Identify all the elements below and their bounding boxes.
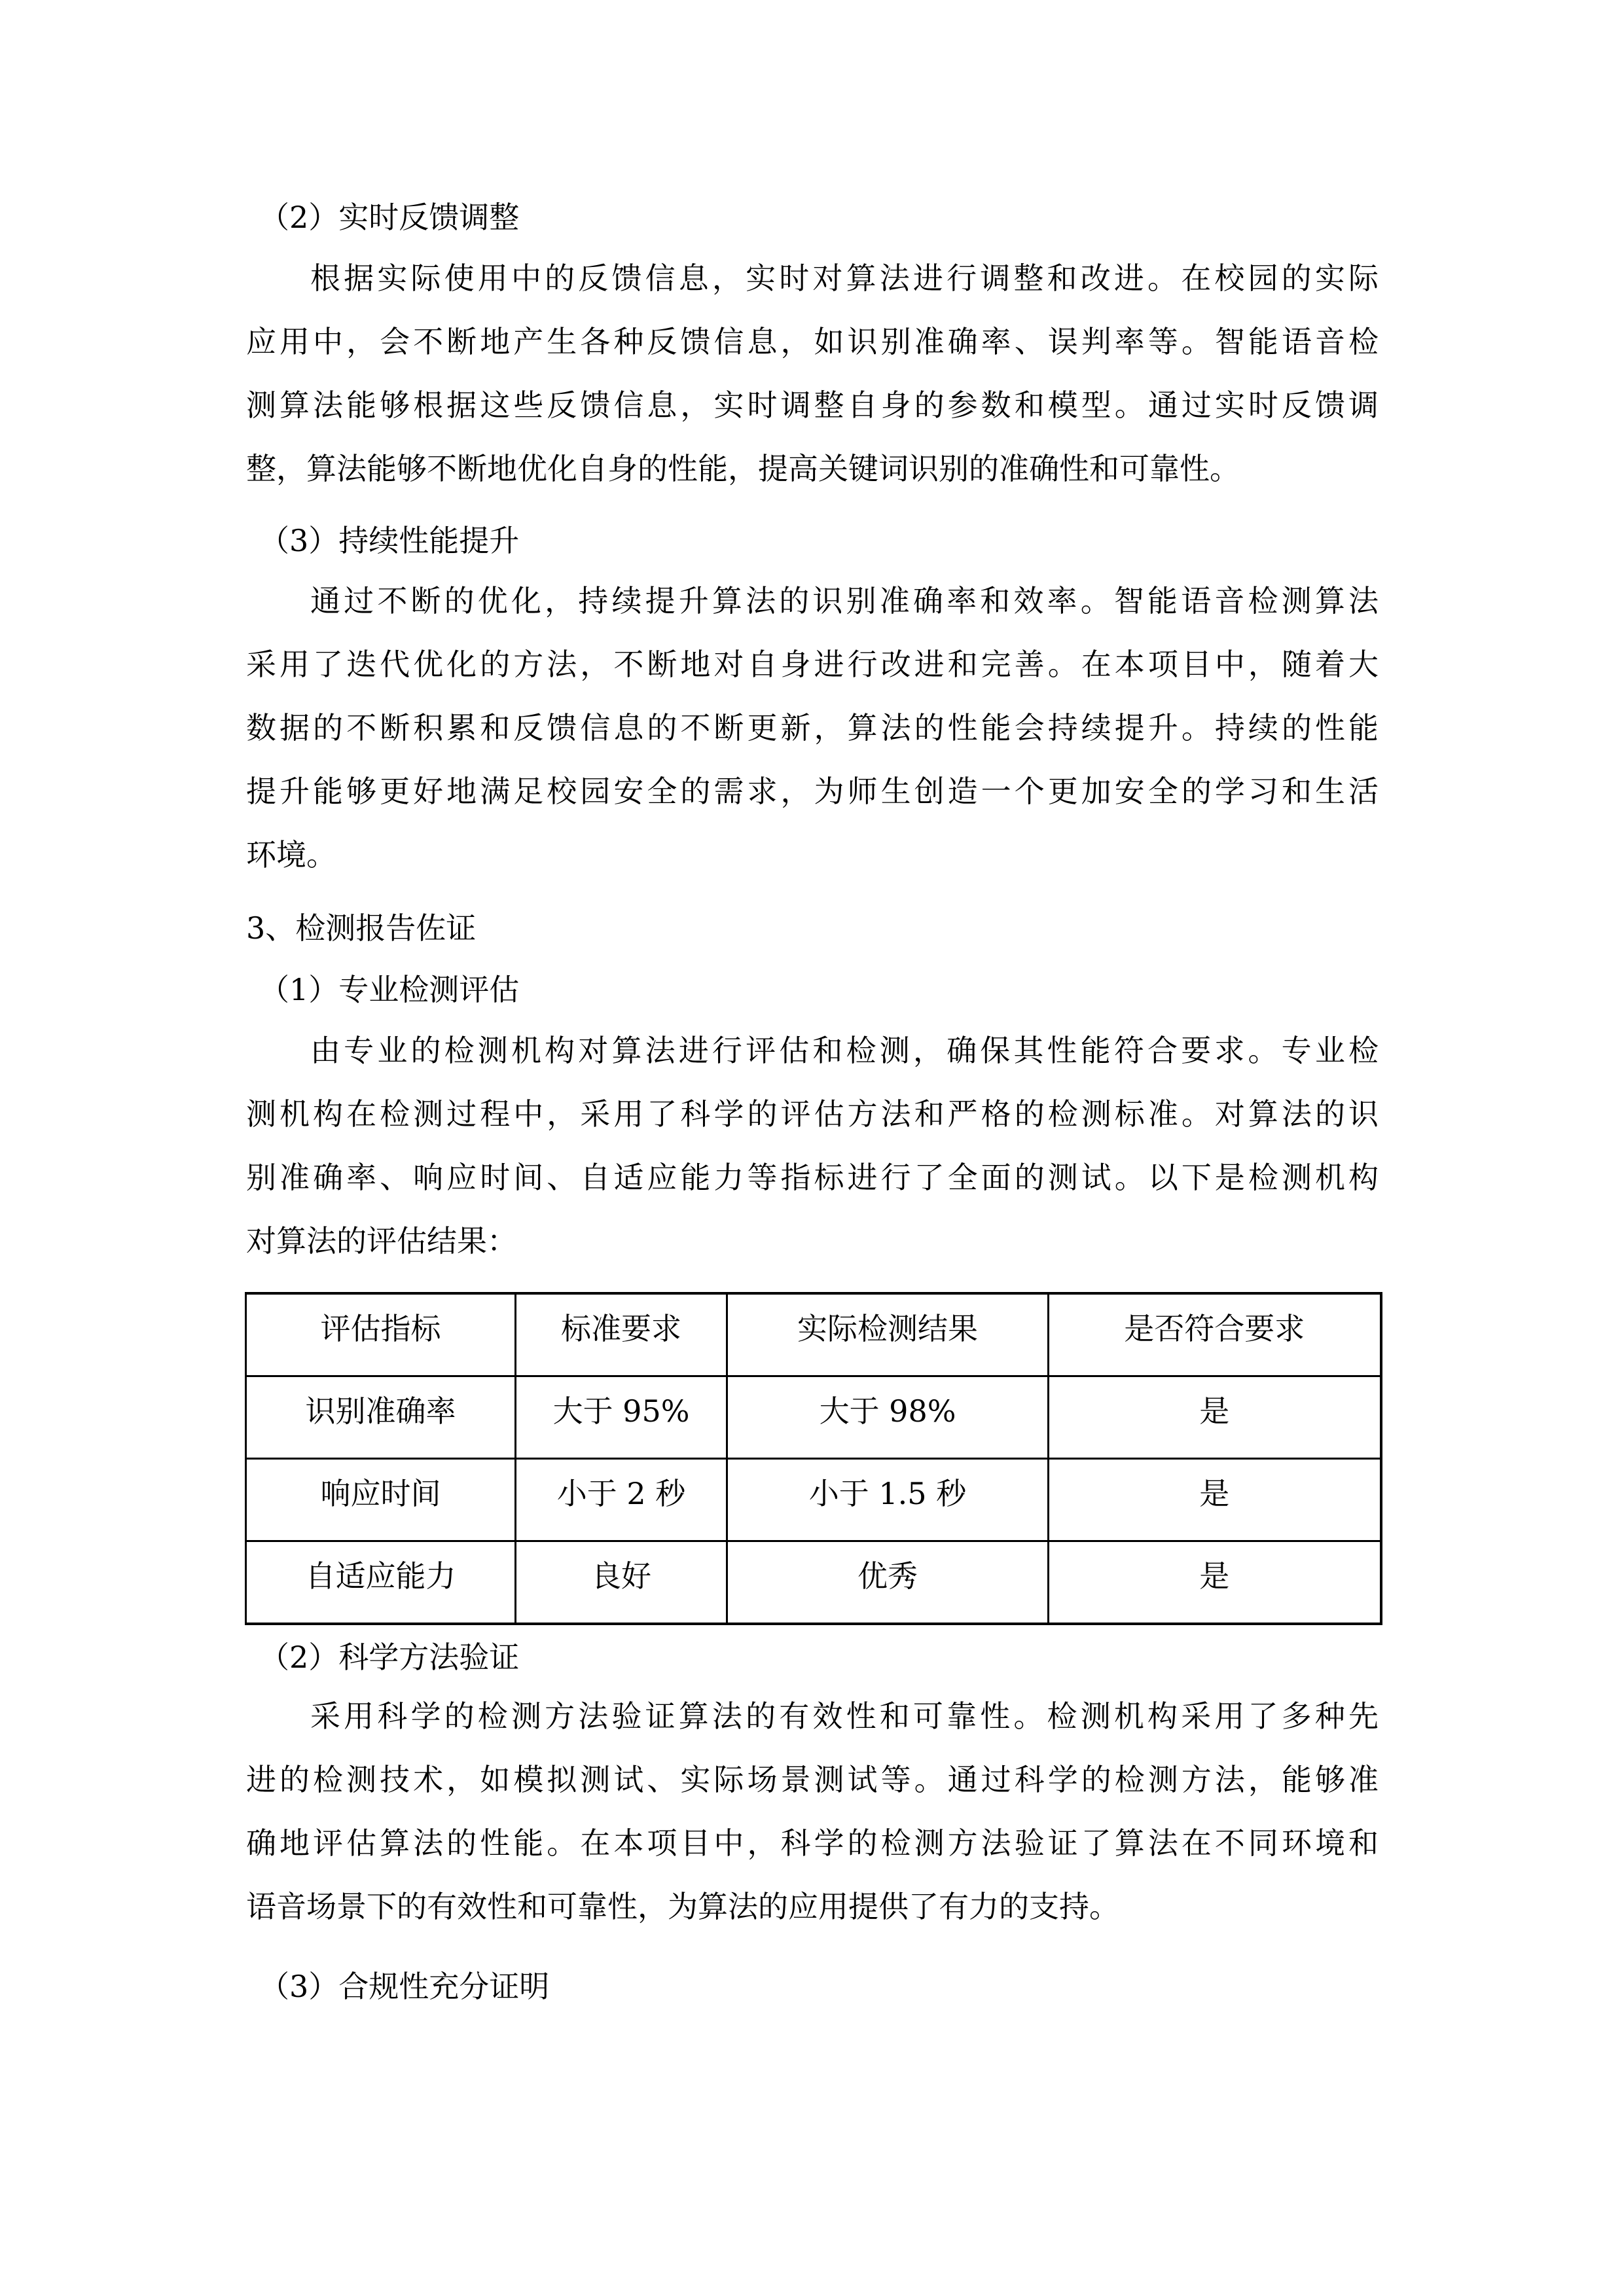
table-cell: 响应时间 bbox=[246, 1459, 516, 1541]
table-header-row bbox=[246, 1293, 1381, 1376]
table-cell: 小于 2 秒 bbox=[516, 1459, 727, 1541]
paragraph-line: 确地评估算法的性能。在本项目中，科学的检测方法验证了算法在不同环境和 bbox=[246, 1825, 1379, 1861]
table-header-cell: 是否符合要求 bbox=[1049, 1293, 1381, 1376]
table-cell: 小于 1.5 秒 bbox=[727, 1459, 1049, 1541]
paragraph-line: 由专业的检测机构对算法进行评估和检测，确保其性能符合要求。专业检 bbox=[310, 1033, 1379, 1068]
subheading-compliance-proof: （3）合规性充分证明 bbox=[259, 1969, 550, 2004]
paragraph-line: 环境。 bbox=[246, 837, 336, 872]
paragraph-line: 整，算法能够不断地优化自身的性能，提高关键词识别的准确性和可靠性。 bbox=[246, 451, 1240, 486]
table-header-cell: 评估指标 bbox=[246, 1293, 516, 1376]
paragraph-line: 采用科学的检测方法验证算法的有效性和可靠性。检测机构采用了多种先 bbox=[310, 1698, 1379, 1734]
table-cell: 是 bbox=[1049, 1376, 1381, 1459]
paragraph-line: 测算法能够根据这些反馈信息，实时调整自身的参数和模型。通过实时反馈调 bbox=[246, 387, 1379, 423]
table-header-cell: 标准要求 bbox=[516, 1293, 727, 1376]
table-cell: 是 bbox=[1049, 1459, 1381, 1541]
subheading-realtime-feedback: （2）实时反馈调整 bbox=[259, 200, 520, 235]
table-cell: 优秀 bbox=[727, 1541, 1049, 1624]
paragraph-line: 语音场景下的有效性和可靠性，为算法的应用提供了有力的支持。 bbox=[246, 1889, 1119, 1924]
paragraph-line: 通过不断的优化，持续提升算法的识别准确率和效率。智能语音检测算法 bbox=[310, 583, 1379, 619]
paragraph-line: 采用了迭代优化的方法，不断地对自身进行改进和完善。在本项目中，随着大 bbox=[246, 647, 1379, 682]
subheading-professional-evaluation: （1）专业检测评估 bbox=[259, 972, 520, 1007]
subheading-scientific-verification: （2）科学方法验证 bbox=[259, 1640, 520, 1675]
table-cell: 是 bbox=[1049, 1541, 1381, 1624]
table-row bbox=[246, 1459, 1381, 1541]
table-cell: 大于 98% bbox=[727, 1376, 1049, 1459]
table-header-cell: 实际检测结果 bbox=[727, 1293, 1049, 1376]
section-heading-test-report: 3、检测报告佐证 bbox=[246, 910, 477, 946]
paragraph-line: 提升能够更好地满足校园安全的需求，为师生创造一个更加安全的学习和生活 bbox=[246, 774, 1379, 809]
paragraph-line: 根据实际使用中的反馈信息，实时对算法进行调整和改进。在校园的实际 bbox=[310, 260, 1379, 296]
subheading-continuous-improvement: （3）持续性能提升 bbox=[259, 523, 520, 558]
table-cell: 大于 95% bbox=[516, 1376, 727, 1459]
paragraph-line: 数据的不断积累和反馈信息的不断更新，算法的性能会持续提升。持续的性能 bbox=[246, 710, 1379, 745]
table-row bbox=[246, 1541, 1381, 1624]
paragraph-line: 应用中，会不断地产生各种反馈信息，如识别准确率、误判率等。智能语音检 bbox=[246, 324, 1379, 359]
table-row bbox=[246, 1376, 1381, 1459]
paragraph-line: 别准确率、响应时间、自适应能力等指标进行了全面的测试。以下是检测机构 bbox=[246, 1160, 1379, 1195]
evaluation-results-table bbox=[245, 1292, 1382, 1625]
paragraph-line: 测机构在检测过程中，采用了科学的评估方法和严格的检测标准。对算法的识 bbox=[246, 1096, 1379, 1132]
paragraph-line: 对算法的评估结果： bbox=[246, 1223, 517, 1259]
paragraph-line: 进的检测技术，如模拟测试、实际场景测试等。通过科学的检测方法，能够准 bbox=[246, 1762, 1379, 1797]
table-cell: 识别准确率 bbox=[246, 1376, 516, 1459]
table-cell: 良好 bbox=[516, 1541, 727, 1624]
table-cell: 自适应能力 bbox=[246, 1541, 516, 1624]
